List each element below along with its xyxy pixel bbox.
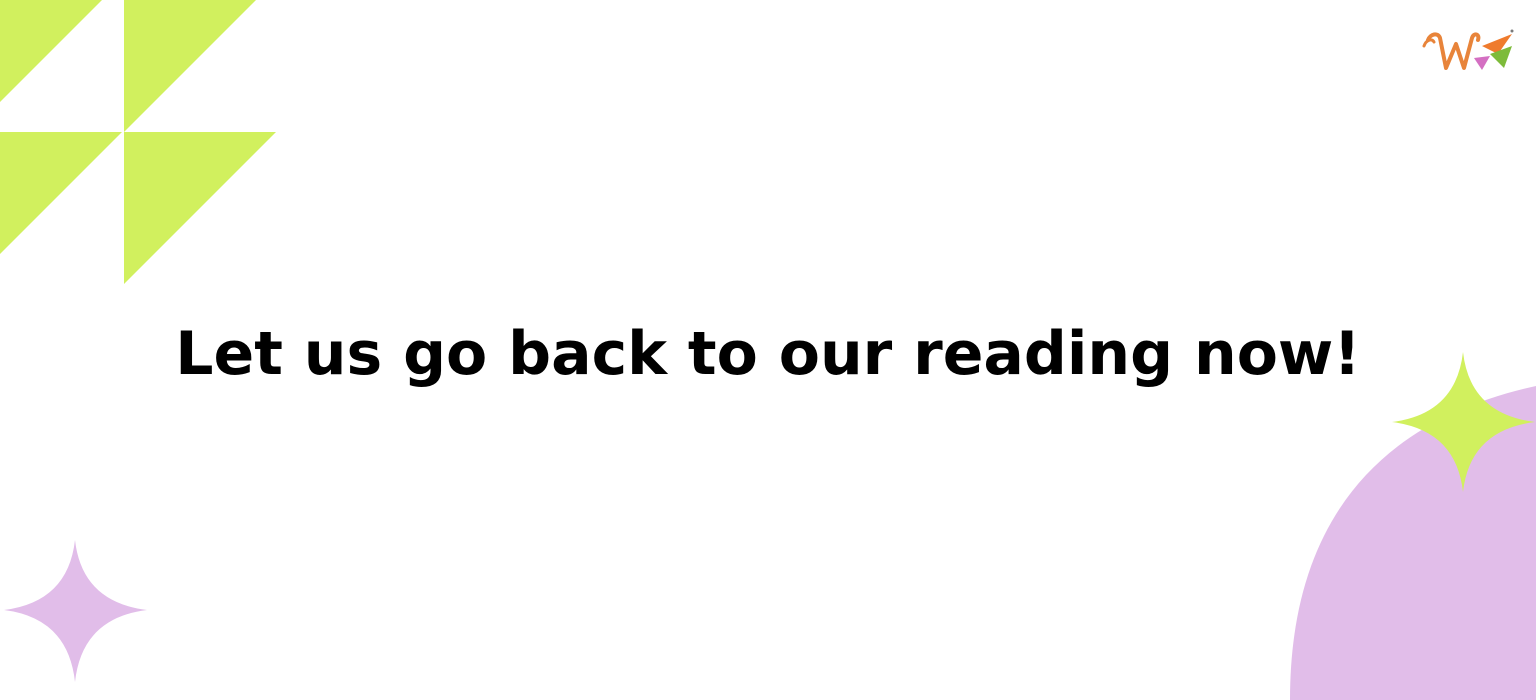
logo-pink-triangle — [1474, 56, 1490, 70]
lavender-blob — [1290, 386, 1536, 700]
headline: Let us go back to our reading now! — [175, 319, 1361, 389]
logo-letter-w — [1428, 34, 1478, 68]
logo-swash — [1424, 40, 1434, 46]
sparkle-lavender-icon — [4, 540, 147, 682]
triangle-pattern — [0, 0, 276, 284]
logo-dot — [1511, 30, 1514, 33]
triangle-3 — [0, 132, 122, 254]
triangle-2 — [124, 0, 256, 132]
triangle-1 — [0, 0, 102, 102]
triangle-4 — [124, 132, 276, 284]
w-logo-icon — [1420, 24, 1516, 76]
